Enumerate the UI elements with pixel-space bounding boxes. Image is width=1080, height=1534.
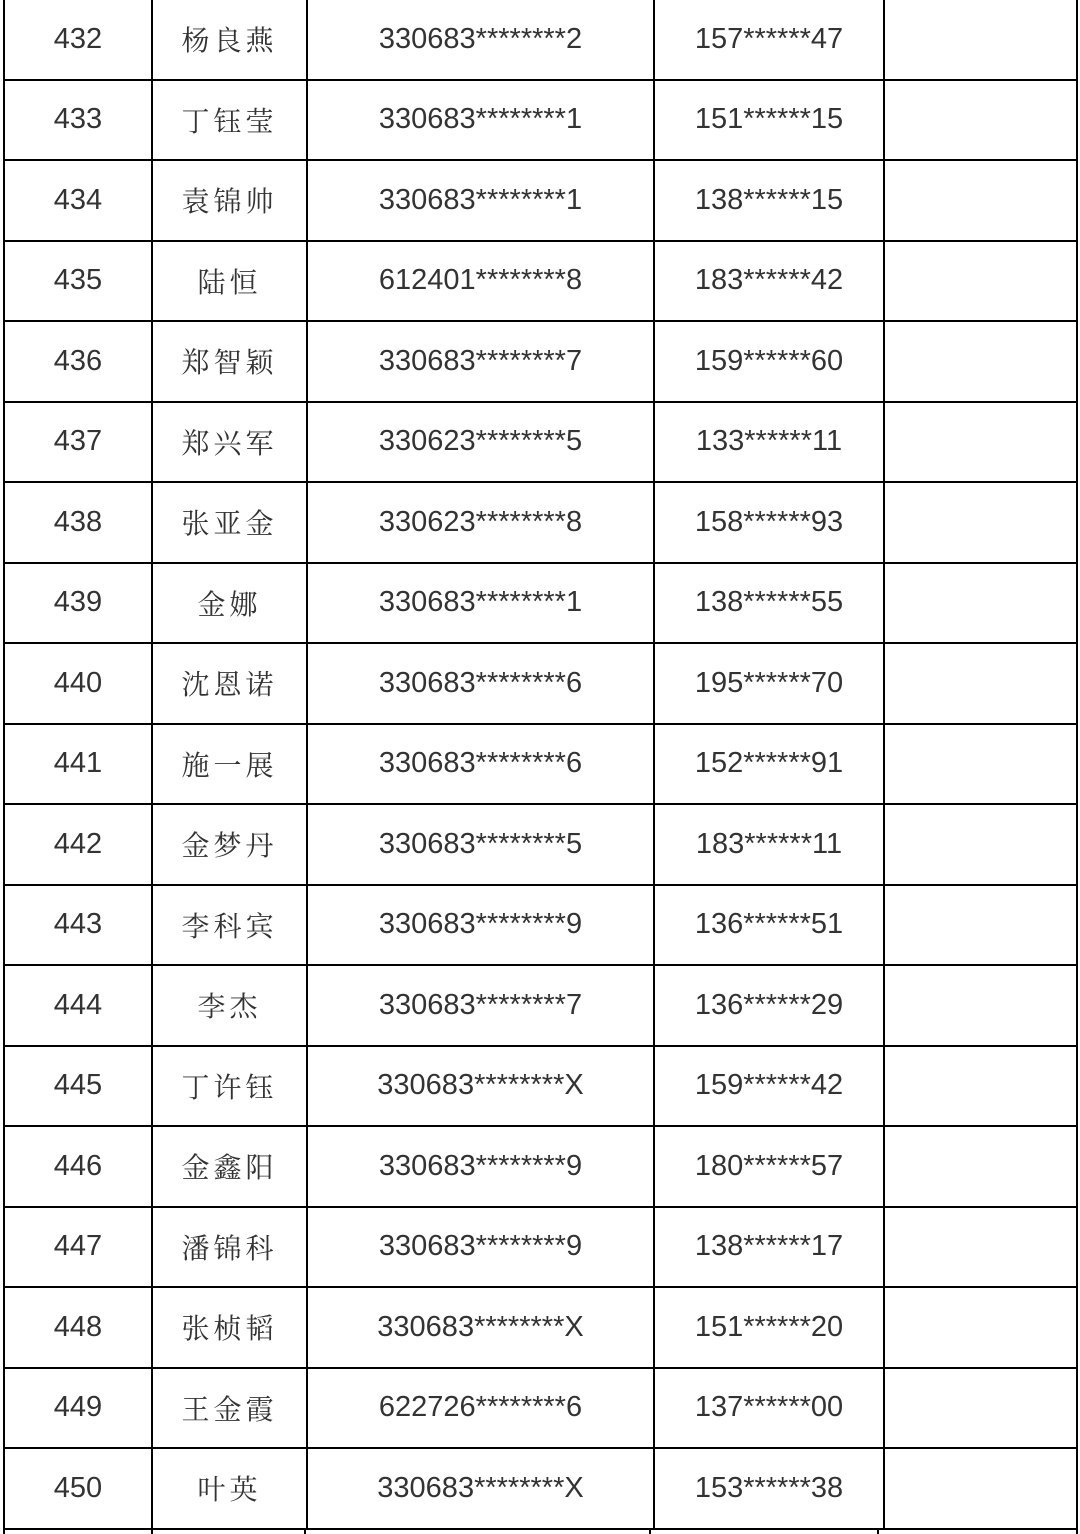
row-number-cell: 448 <box>4 1287 152 1368</box>
name-cell: 金鑫阳 <box>152 1126 307 1207</box>
id-number-cell: 330683********1 <box>307 563 654 644</box>
name-cell: 施一展 <box>152 724 307 805</box>
name-cell: 陆恒 <box>152 241 307 322</box>
id-number-cell: 330683********6 <box>307 724 654 805</box>
row-number-cell: 441 <box>4 724 152 805</box>
table-row <box>4 643 1077 724</box>
note-cell <box>884 724 1077 805</box>
phone-number-cell: 136******51 <box>654 885 884 966</box>
table-row <box>4 965 1077 1046</box>
note-cell <box>884 643 1077 724</box>
phone-number-cell: 180******57 <box>654 1126 884 1207</box>
name-cell: 丁许钰 <box>152 1046 307 1127</box>
table-continuation-stub <box>3 1528 1078 1534</box>
table-row <box>4 1207 1077 1288</box>
column-divider <box>877 1528 879 1534</box>
id-number-cell: 330683********9 <box>307 1207 654 1288</box>
note-cell <box>884 1207 1077 1288</box>
table-row <box>4 1287 1077 1368</box>
id-number-cell: 330683********6 <box>307 643 654 724</box>
id-number-cell: 330683********X <box>307 1046 654 1127</box>
name-cell: 叶英 <box>152 1448 307 1529</box>
row-number-cell: 450 <box>4 1448 152 1529</box>
column-divider <box>304 1528 306 1534</box>
note-cell <box>884 1448 1077 1529</box>
name-cell: 李科宾 <box>152 885 307 966</box>
row-number-cell: 434 <box>4 160 152 241</box>
table-row <box>4 563 1077 644</box>
name-cell: 李杰 <box>152 965 307 1046</box>
id-number-cell: 330683********1 <box>307 160 654 241</box>
note-cell <box>884 885 1077 966</box>
table-row <box>4 402 1077 483</box>
id-number-cell: 330623********5 <box>307 402 654 483</box>
table-row <box>4 241 1077 322</box>
id-number-cell: 330683********1 <box>307 80 654 161</box>
phone-number-cell: 152******91 <box>654 724 884 805</box>
phone-number-cell: 159******60 <box>654 321 884 402</box>
table-row <box>4 1126 1077 1207</box>
phone-number-cell: 153******38 <box>654 1448 884 1529</box>
row-number-cell: 447 <box>4 1207 152 1288</box>
note-cell <box>884 80 1077 161</box>
id-number-cell: 330683********X <box>307 1287 654 1368</box>
row-number-cell: 432 <box>4 0 152 80</box>
row-number-cell: 438 <box>4 482 152 563</box>
name-cell: 张桢韬 <box>152 1287 307 1368</box>
phone-number-cell: 183******42 <box>654 241 884 322</box>
table-row <box>4 1448 1077 1529</box>
id-number-cell: 330623********8 <box>307 482 654 563</box>
phone-number-cell: 138******55 <box>654 563 884 644</box>
column-divider <box>151 1528 153 1534</box>
table-row <box>4 321 1077 402</box>
id-number-cell: 612401********8 <box>307 241 654 322</box>
phone-number-cell: 195******70 <box>654 643 884 724</box>
id-number-cell: 330683********7 <box>307 321 654 402</box>
table-row <box>4 80 1077 161</box>
name-cell: 张亚金 <box>152 482 307 563</box>
phone-number-cell: 138******15 <box>654 160 884 241</box>
note-cell <box>884 0 1077 80</box>
row-number-cell: 435 <box>4 241 152 322</box>
id-number-cell: 330683********7 <box>307 965 654 1046</box>
table-row <box>4 482 1077 563</box>
column-divider <box>649 1528 651 1534</box>
row-number-cell: 446 <box>4 1126 152 1207</box>
table-row <box>4 885 1077 966</box>
name-cell: 潘锦科 <box>152 1207 307 1288</box>
phone-number-cell: 138******17 <box>654 1207 884 1288</box>
name-cell: 杨良燕 <box>152 0 307 80</box>
phone-number-cell: 151******20 <box>654 1287 884 1368</box>
name-cell: 王金霞 <box>152 1368 307 1449</box>
table-row <box>4 804 1077 885</box>
row-number-cell: 437 <box>4 402 152 483</box>
table-row <box>4 0 1077 80</box>
phone-number-cell: 133******11 <box>654 402 884 483</box>
phone-number-cell: 183******11 <box>654 804 884 885</box>
id-number-cell: 330683********2 <box>307 0 654 80</box>
note-cell <box>884 402 1077 483</box>
phone-number-cell: 151******15 <box>654 80 884 161</box>
row-number-cell: 440 <box>4 643 152 724</box>
note-cell <box>884 1126 1077 1207</box>
roster-table-body <box>4 0 1077 1529</box>
id-number-cell: 330683********9 <box>307 1126 654 1207</box>
phone-number-cell: 159******42 <box>654 1046 884 1127</box>
roster-table-container <box>3 0 1078 1530</box>
name-cell: 丁钰莹 <box>152 80 307 161</box>
id-number-cell: 622726********6 <box>307 1368 654 1449</box>
note-cell <box>884 563 1077 644</box>
name-cell: 金娜 <box>152 563 307 644</box>
name-cell: 郑智颖 <box>152 321 307 402</box>
note-cell <box>884 160 1077 241</box>
row-number-cell: 439 <box>4 563 152 644</box>
phone-number-cell: 157******47 <box>654 0 884 80</box>
row-number-cell: 444 <box>4 965 152 1046</box>
id-number-cell: 330683********X <box>307 1448 654 1529</box>
row-number-cell: 449 <box>4 1368 152 1449</box>
id-number-cell: 330683********9 <box>307 885 654 966</box>
note-cell <box>884 1287 1077 1368</box>
phone-number-cell: 137******00 <box>654 1368 884 1449</box>
name-cell: 金梦丹 <box>152 804 307 885</box>
name-cell: 沈恩诺 <box>152 643 307 724</box>
table-row <box>4 724 1077 805</box>
row-number-cell: 436 <box>4 321 152 402</box>
phone-number-cell: 136******29 <box>654 965 884 1046</box>
note-cell <box>884 241 1077 322</box>
note-cell <box>884 965 1077 1046</box>
row-number-cell: 443 <box>4 885 152 966</box>
table-row <box>4 1368 1077 1449</box>
name-cell: 郑兴军 <box>152 402 307 483</box>
note-cell <box>884 804 1077 885</box>
note-cell <box>884 1046 1077 1127</box>
note-cell <box>884 1368 1077 1449</box>
table-row <box>4 160 1077 241</box>
note-cell <box>884 321 1077 402</box>
row-number-cell: 442 <box>4 804 152 885</box>
note-cell <box>884 482 1077 563</box>
name-cell: 袁锦帅 <box>152 160 307 241</box>
table-row <box>4 1046 1077 1127</box>
phone-number-cell: 158******93 <box>654 482 884 563</box>
roster-table <box>3 0 1078 1530</box>
row-number-cell: 445 <box>4 1046 152 1127</box>
id-number-cell: 330683********5 <box>307 804 654 885</box>
row-number-cell: 433 <box>4 80 152 161</box>
